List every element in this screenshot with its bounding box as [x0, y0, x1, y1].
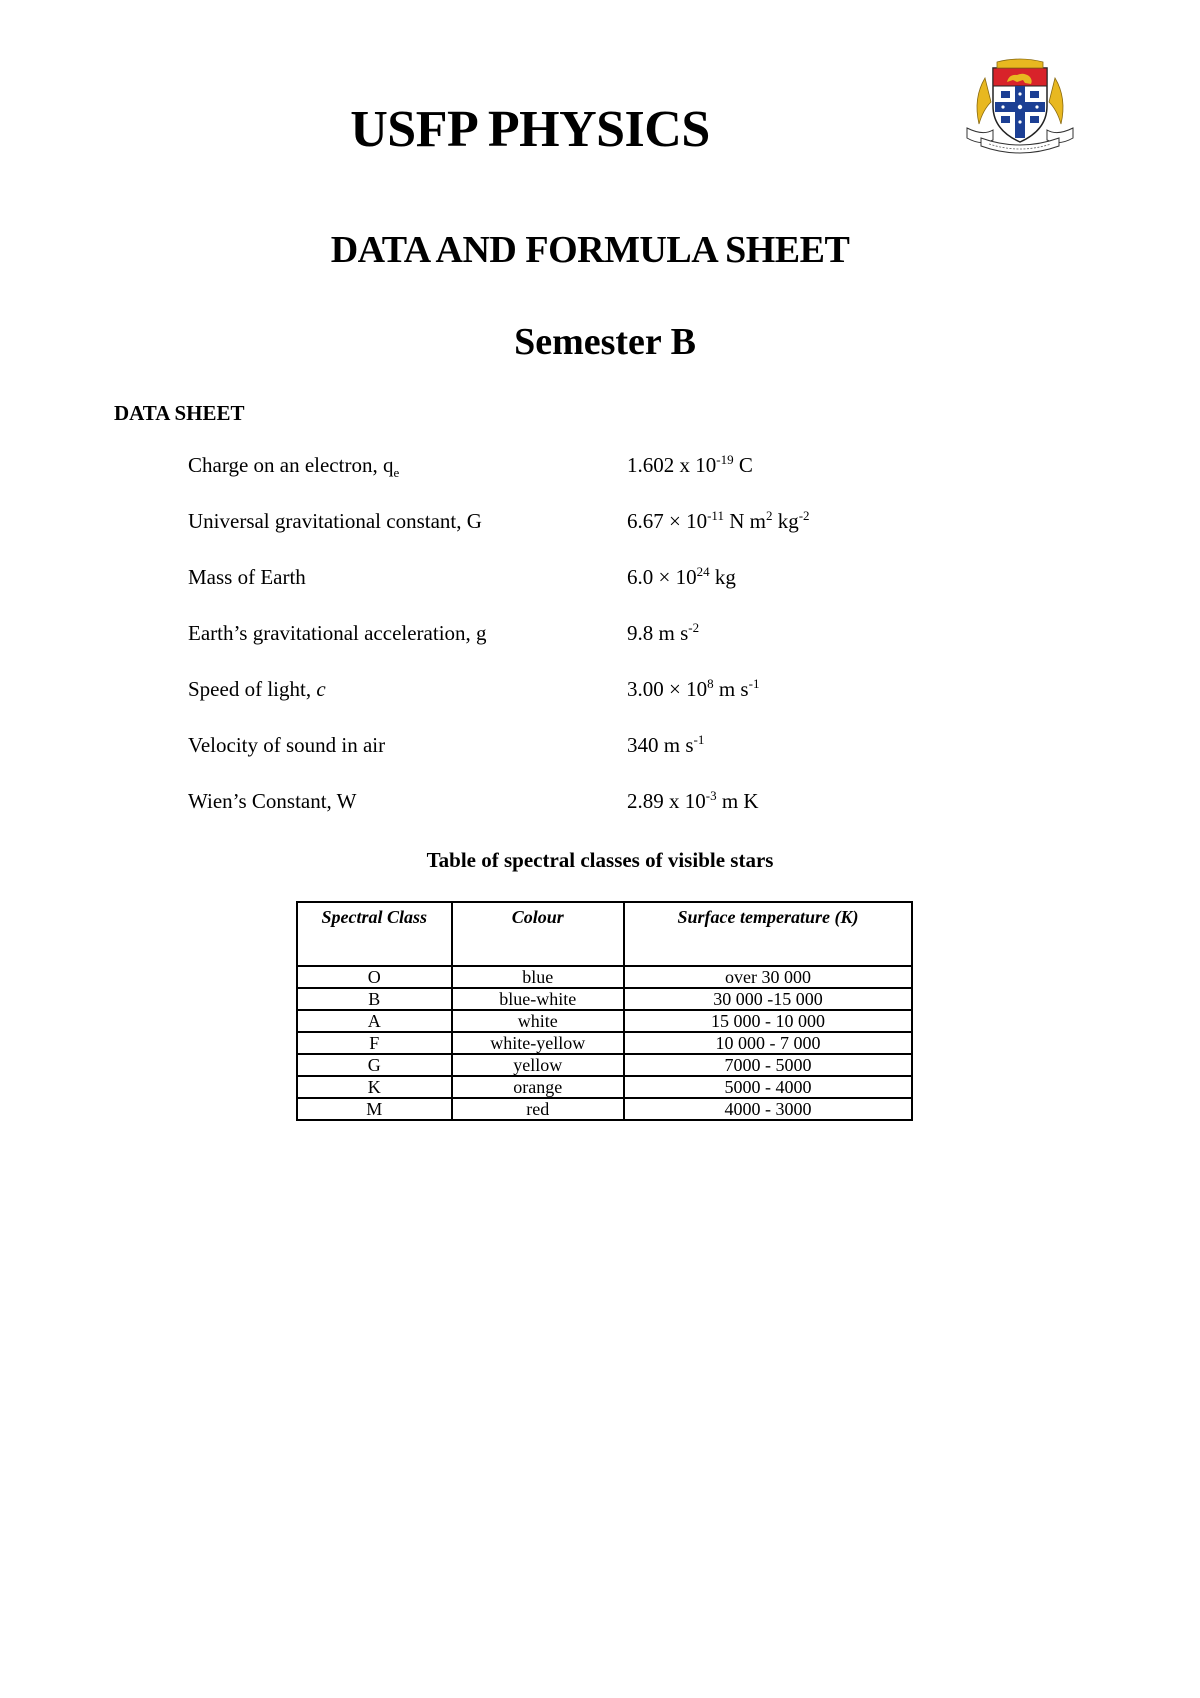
- constant-label: [188, 508, 482, 534]
- constant-value: [627, 508, 810, 534]
- cell-temperature: 30 000 -15 000: [624, 988, 912, 1010]
- value-exponent: -11: [707, 508, 724, 523]
- cell-colour: yellow: [452, 1054, 624, 1076]
- cell-class: F: [297, 1032, 452, 1054]
- cell-temperature: 15 000 - 10 000: [624, 1010, 912, 1032]
- constant-symbol: c: [316, 677, 326, 701]
- table-header-row: [297, 902, 912, 966]
- cell-colour: blue: [452, 966, 624, 988]
- value-text: m s: [713, 677, 749, 701]
- value-exponent: -19: [716, 452, 734, 467]
- constant-label: [188, 564, 306, 590]
- table-row: [297, 1010, 912, 1032]
- constant-label: [188, 788, 357, 814]
- value-text: kg: [709, 565, 736, 589]
- data-sheet-heading: DATA SHEET: [114, 401, 245, 425]
- constant-value: [627, 788, 759, 814]
- cell-class: G: [297, 1054, 452, 1076]
- value-exponent: -3: [705, 788, 717, 803]
- constant-value: [627, 452, 753, 478]
- table-caption: Table of spectral classes of visible stars: [426, 848, 774, 872]
- constant-value: [627, 564, 736, 590]
- value-text: 9.8 m s: [627, 621, 689, 645]
- constant-row: [188, 620, 888, 676]
- table-row: [297, 988, 912, 1010]
- value-text: m K: [716, 789, 759, 813]
- table-row: [297, 966, 912, 988]
- value-exponent: -1: [748, 676, 760, 691]
- cell-class: B: [297, 988, 452, 1010]
- cell-class: K: [297, 1076, 452, 1098]
- table-row: [297, 1032, 912, 1054]
- semester-heading: Semester B: [514, 321, 696, 363]
- value-exponent: -2: [688, 620, 700, 635]
- cell-class: M: [297, 1098, 452, 1120]
- header-colour: Colour: [452, 902, 624, 966]
- cell-temperature: 7000 - 5000: [624, 1054, 912, 1076]
- constant-label: [188, 676, 326, 702]
- page-title: USFP PHYSICS: [350, 101, 710, 158]
- constant-value: [627, 676, 759, 702]
- value-text: 340 m s: [627, 733, 694, 757]
- value-text: 6.67 × 10: [627, 509, 708, 533]
- header-spectral-class: Spectral Class: [297, 902, 452, 966]
- cell-temperature: over 30 000: [624, 966, 912, 988]
- cell-colour: red: [452, 1098, 624, 1120]
- constant-row: [188, 564, 888, 620]
- constant-subscript: e: [393, 465, 400, 481]
- cell-temperature: 5000 - 4000: [624, 1076, 912, 1098]
- spectral-class-table: [296, 901, 913, 1121]
- value-exponent: -1: [693, 732, 705, 747]
- constant-label: [188, 732, 385, 758]
- constant-row: [188, 508, 888, 564]
- constant-row: [188, 732, 888, 788]
- table-row: [297, 1076, 912, 1098]
- constant-value: [627, 732, 704, 758]
- value-text: kg: [772, 509, 799, 533]
- cell-colour: orange: [452, 1076, 624, 1098]
- cell-temperature: 4000 - 3000: [624, 1098, 912, 1120]
- cell-colour: blue-white: [452, 988, 624, 1010]
- cell-class: O: [297, 966, 452, 988]
- value-exponent: 8: [707, 676, 714, 691]
- cell-class: A: [297, 1010, 452, 1032]
- constant-row: [188, 676, 888, 732]
- university-crest-icon: [963, 58, 1077, 158]
- table-row: [297, 1054, 912, 1076]
- constant-label: [188, 620, 487, 646]
- constant-row: [188, 788, 888, 844]
- sheet-subtitle: DATA AND FORMULA SHEET: [330, 229, 850, 271]
- value-text: 2.89 x 10: [627, 789, 706, 813]
- value-exponent: 2: [765, 508, 773, 523]
- constant-label-text: Earth’s gravitational acceleration, g: [188, 621, 487, 645]
- cell-colour: white-yellow: [452, 1032, 624, 1054]
- constant-label-text: Velocity of sound in air: [188, 733, 386, 757]
- constant-label-text: Speed of light,: [188, 677, 317, 701]
- value-text: N m: [723, 509, 766, 533]
- value-text: 1.602 x 10: [627, 453, 717, 477]
- value-text: 6.0 × 10: [627, 565, 697, 589]
- cell-temperature: 10 000 - 7 000: [624, 1032, 912, 1054]
- value-exponent: 24: [696, 564, 710, 579]
- value-text: 3.00 × 10: [627, 677, 708, 701]
- constant-label-text: Charge on an electron, q: [188, 453, 394, 477]
- constant-label-text: Wien’s Constant, W: [188, 789, 357, 813]
- table-row: [297, 1098, 912, 1120]
- constant-label-text: Universal gravitational constant, G: [188, 509, 482, 533]
- constant-row: [188, 452, 888, 508]
- constant-label-text: Mass of Earth: [188, 565, 306, 589]
- constants-list: [188, 452, 888, 844]
- cell-colour: white: [452, 1010, 624, 1032]
- value-exponent: -2: [798, 508, 810, 523]
- constant-value: [627, 620, 699, 646]
- constant-label: [188, 452, 400, 481]
- header-surface-temperature: Surface temperature (K): [624, 902, 912, 966]
- value-text: C: [733, 453, 753, 477]
